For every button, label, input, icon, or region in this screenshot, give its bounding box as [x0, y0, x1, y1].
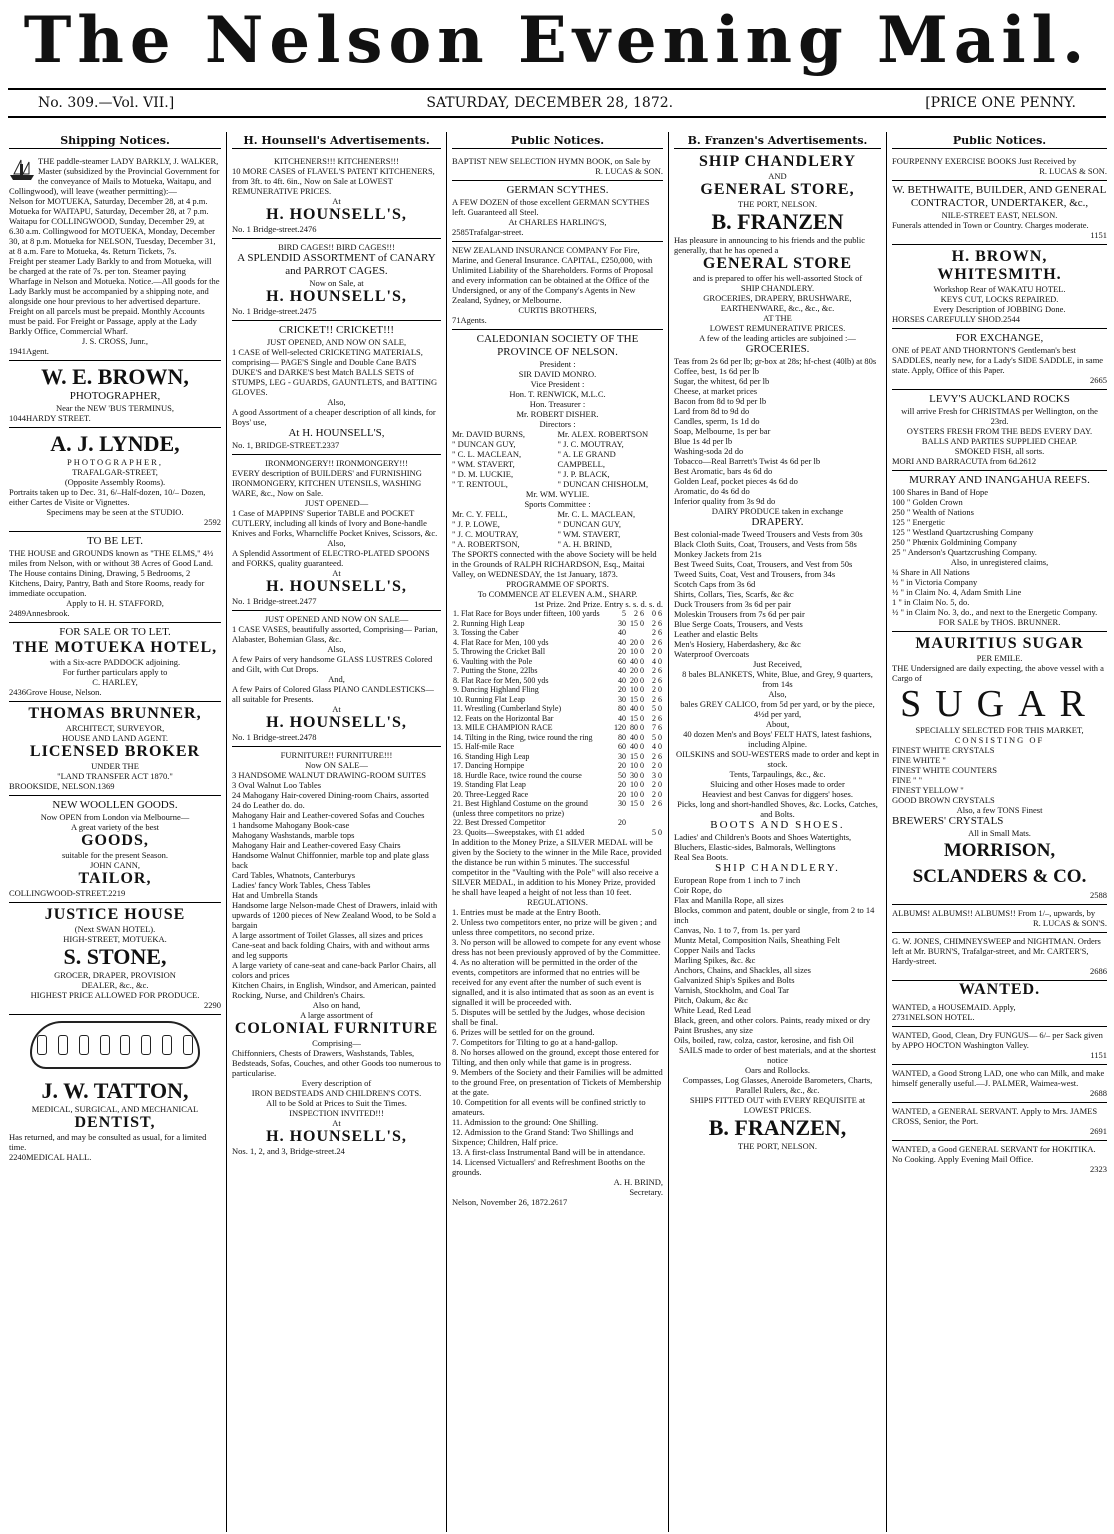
list-item: Golden Leaf, pocket pieces 4s 6d do [674, 476, 798, 486]
ad-to-let: TO BE LET. THE HOUSE and GROUNDS known as "THE ELMS," 4½ miles from Nelson, with or without 38 Acres of Good Land. The House contains Dining, Drawing, 5 Bedrooms, 2 Kitchens, Dairy, Pantry, Bath and Store Rooms, ready for immediate occupation. Apply to H. H. STAFFORD, 2489 Annesbrook. [9, 532, 221, 623]
prize-cell [627, 818, 645, 828]
prize-cell: 2 6 [652, 628, 662, 637]
prize-cell: 5 0 [652, 827, 662, 837]
prize-cell: 2 6 [652, 799, 662, 808]
list-item: Card Tables, Whatnots, Canterburys [232, 870, 356, 880]
director-name: Mr. DAVID BURNS, [452, 429, 526, 439]
ad-lynde: A. J. LYNDE, PHOTOGRAPHER, TRAFALGAR-STREET, (Opposite Assembly Rooms). Portraits taken up to Dec. 31, 6/–Half-dozen, 10/– Dozen, either Cartes de Visite or Vignettes. Specimens may be seen at the STUDIO. 2592 [9, 428, 221, 532]
column-rule [446, 132, 447, 1532]
prize-cell: 40 0 [630, 704, 644, 713]
list-item: Oils, boiled, raw, colza, castor, kerosine, and fish Oil [674, 1035, 854, 1045]
ad-h-brown: H. BROWN, WHITESMITH. Workshop Rear of WAKATU HOTEL. KEYS CUT, LOCKS REPAIRED. Every Description of JOBBING Done. HORSES CAREFULLY SHOD. 2544 [892, 245, 1107, 329]
list-item: 125 " Energetic [892, 517, 945, 527]
list-item: 100 Shares in Band of Hope [892, 487, 989, 497]
ad-woollen-goods: NEW WOOLLEN GOODS. Now OPEN from London via Melbourne— A great variety of the best GOODS, suitable for the present Season. JOHN CANN, TAILOR, COLLINGWOOD-STREET. 2219 [9, 796, 221, 903]
claims-list [892, 567, 1107, 617]
ad-ironmongery: IRONMONGERY!! IRONMONGERY!!! EVERY description of BUILDERS' and FURNISHING IRONMONGERY, KITCHEN UTENSILS, WASHING WARE, &c., Now on Sale. JUST OPENED— 1 Case of MAPPINS' Superior TABLE and POCKET CUTLERY, including all kinds of Ivory and Bone-handle Knives and Forks, Wharncliffe Pocket Knives, Scissors, &c. Also, A Splendid Assortment of ELECTRO-PLATED SPOONS and FORKS, quality guaranteed. At H. HOUNSELL'S, No. 1 Bridge-street. 2477 [232, 455, 441, 611]
event-name: 14. Tilting in the Ring, twice round the ring [453, 732, 593, 742]
list-item: Handsome large Nelson-made Chest of Drawers, inlaid with upwards of 1200 pieces of New Zealand Wood, to be Sold a bargain [232, 900, 438, 930]
prize-cell [627, 828, 645, 838]
ad-bethwaite: W. BETHWAITE, BUILDER, AND GENERAL CONTRACTOR, UNDERTAKER, &c., NILE-STREET EAST, NELSON. Funerals attended in Town or Country. Charges moderate. 1151 [892, 181, 1107, 245]
prize-cell: 20 0 [630, 666, 644, 675]
list-item: Monkey Jackets from 21s [674, 549, 762, 559]
regulation-item: 4. As no alteration will be permitted in the order of the events, competitors are informed that no entries will be received for any event after the number of such event is signalled, and it is also intimated that as soon as an event is signalled it will be proceeded with. [452, 957, 654, 1007]
ad-tatton: J. W. TATTON, MEDICAL, SURGICAL, AND MECHANICAL DENTIST, Has returned, and may be consulted as usual, for a limited time. 2240 MEDICAL HALL. [9, 1078, 207, 1162]
event-name: 18. Hurdle Race, twice round the course [453, 770, 582, 780]
prize-cell: 20 [618, 647, 626, 656]
list-item: Mahogany Washstands, marble tops [232, 830, 355, 840]
sugar-item: FINEST WHITE CRYSTALS [892, 745, 995, 755]
table-row [452, 733, 663, 743]
event-name: 9. Dancing Highland Fling [453, 685, 539, 694]
column-shipping [6, 136, 224, 1530]
prize-cell: 30 [618, 799, 626, 808]
prize-cell: 15 0 [630, 713, 644, 723]
list-item: 24 do Leather do. do. [232, 800, 305, 810]
list-item: Waterproof Overcoats [674, 649, 750, 659]
table-row [452, 704, 663, 714]
list-item: Teas from 2s 6d per lb; gr-box at 28s; hf-chest (40lb) at 80s [674, 356, 877, 366]
list-item: Inferior quality from 3s 9d do [674, 496, 776, 506]
list-item: 100 " Golden Crown [892, 497, 963, 507]
table-row [452, 723, 663, 733]
list-item: Marling Spikes, &c. &c [674, 955, 756, 965]
list-item: Mahogany Hair and Leather-covered Sofas and Couches [232, 810, 425, 820]
prize-cell: 2 6 [652, 675, 662, 685]
prize-cell: 60 [618, 742, 626, 751]
column-public-notices [449, 136, 666, 1530]
issue-price: [PRICE ONE PENNY. [925, 95, 1076, 111]
sugar-item: FINE WHITE " [892, 755, 946, 765]
prize-cell: 10 0 [630, 780, 644, 789]
prize-cell [609, 828, 627, 838]
list-item: Black Cloth Suits, Coat, Trousers, and Vests from 58s [674, 539, 857, 549]
ship-chandlery-list [674, 875, 881, 1045]
director-name: " C. L. MACLEAN, [452, 449, 522, 459]
ad-german-scythes: GERMAN SCYTHES. A FEW DOZEN of those excellent GERMAN SCYTHES left. Guaranteed all Steel. At CHARLES HARLING'S, 2585 Trafalgar-street. [452, 181, 663, 242]
prize-cell: 15 0 [630, 799, 644, 808]
ad-levy-oysters: LEVY'S AUCKLAND ROCKS will arrive Fresh for CHRISTMAS per Wellington, on the 23rd. OYSTERS FRESH FROM THE BEDS EVERY DAY. BALLS AND PARTIES SUPPLIED CHEAP. SMOKED FISH, all sorts. MORI AND BARRACUTA from 6d. 2612 [892, 390, 1107, 471]
prize-cell: 20 [618, 685, 626, 694]
table-row [452, 771, 663, 781]
list-item: 3 Oval Walnut Loo Tables [232, 780, 322, 790]
prize-cell: 5 0 [652, 732, 662, 742]
event-name: 6. Vaulting with the Pole [453, 656, 533, 666]
list-item: Scotch Caps from 3s 6d [674, 579, 756, 589]
shares-list [892, 487, 1107, 557]
ad-mauritius-sugar: MAURITIUS SUGAR PER EMILE. THE Undersigned are daily expecting, the above vessel with a Cargo of SUGAR SPECIALLY SELECTED FOR THIS MARKET, CONSISTING OF FINEST WHITE CRYSTALS FINE WHITE " FINEST WHITE COUNTERS FINE " " FINEST YELLOW " GOOD BROWN CRYSTALS Also, a few TONS Finest BREWERS' CRYSTALS All in Small Mats. MORRISON, SCLANDERS & CO. 2588 [892, 632, 1107, 905]
prize-cell: 30 [618, 618, 626, 628]
list-item: 250 " Wealth of Nations [892, 507, 974, 517]
column-rule [226, 132, 227, 1532]
list-item: ¼ Share in All Nations [892, 567, 970, 577]
committee-name: Mr. C. L. MACLEAN, [557, 509, 636, 519]
prize-cell: 2 6 [652, 751, 662, 761]
prize-cell: 2 0 [652, 647, 662, 656]
list-item: Ladies' fancy Work Tables, Chess Tables [232, 880, 371, 890]
list-item: Best colonial-made Tweed Trousers and Vests from 30s [674, 529, 863, 539]
event-name: 10. Running Flat Leap [453, 694, 525, 704]
list-item: Paint Brushes, any size [674, 1025, 753, 1035]
event-name: 1. Flat Race for Boys under fifteen, 100 yards [453, 609, 600, 618]
prize-cell: 60 [618, 656, 626, 666]
ad-vases: JUST OPENED AND NOW ON SALE— 1 CASE VASES, beautifully assorted, Comprising— Parian, Alabaster, Bohemian Glass, &c. Also, A few Pairs of very handsome GLASS LUSTRES Colored and Gilt, with Cut Drops. And, A few Pairs of Colored Glass PIANO CANDLESTICKS—all suitable for Presents. At H. HOUNSELL'S, No. 1 Bridge-street. 2478 [232, 611, 441, 747]
table-row [452, 685, 663, 695]
ad-kitcheners: KITCHENERS!!! KITCHENERS!!! 10 MORE CASES of FLAVEL'S PATENT KITCHENERS, from 3ft. to 4ft. 6in., Now on Sale at LOWEST REMUNERATIVE PRICES. At H. HOUNSELL'S, No. 1 Bridge-street. 2476 [232, 153, 441, 239]
prize-cell: 20 [618, 780, 626, 789]
prize-cell: 2 0 [652, 685, 662, 694]
drapery-list [674, 529, 881, 659]
prize-cell: 4 0 [652, 656, 662, 666]
prize-cell: 50 [618, 770, 626, 780]
column-header: Shipping Notices. [9, 136, 221, 149]
list-item: 1 " in Claim No. 5, do. [892, 597, 970, 607]
issue-date: SATURDAY, DECEMBER 28, 1872. [426, 95, 674, 111]
list-item: Best Aromatic, bars 4s 6d do [674, 466, 773, 476]
ad-cricket: CRICKET!! CRICKET!!! JUST OPENED, AND NOW ON SALE, 1 CASE of Well-selected CRICKETING MATERIALS, comprising— PAGE'S Single and Double Cane BATS DUKE'S and DARKE'S best Match BALLS SETS of STUMPS, LEG - GUARDS, GAUNTLETS, and BATTING GLOVES. Also, A good Assortment of a cheaper description of all kinds, for Boys' use, At H. HOUNSELL'S, No. 1, BRIDGE-STREET. 2337 [232, 321, 441, 455]
regulation-item: 8. No horses allowed on the ground, except those entered for Tilting, and then only while that game is in progress. [452, 1047, 659, 1067]
table-row [452, 780, 663, 790]
list-item: Blue Serge Coats, Trousers, and Vests [674, 619, 803, 629]
committee-name: " J. C. MOUTRAY, [452, 529, 519, 539]
prize-cell: 40 0 [630, 742, 644, 751]
prize-cell: 2 6 [634, 609, 644, 618]
event-name: 19. Standing Flat Leap [453, 780, 526, 789]
event-name: 12. Feats on the Horizontal Bar [453, 713, 554, 723]
committee-name: " WM. STAVERT, [557, 529, 621, 539]
list-item: 125 " Westland Quartzcrushing Company [892, 527, 1034, 537]
event-name: 15. Half-mile Race [453, 742, 515, 751]
list-item: Soap, Melbourne, 1s per bar [674, 426, 771, 436]
regulation-item: 12. Admission to the Grand Stand: Two Shillings and Sixpence; Children, Half price. [452, 1127, 634, 1147]
list-item: Leather and elastic Belts [674, 629, 758, 639]
prize-cell: 0 6 [652, 609, 662, 618]
ad-albums: ALBUMS! ALBUMS!! ALBUMS!! From 1/–, upwards, by R. LUCAS & SON'S. [892, 905, 1107, 933]
director-name: " A. LE GRAND CAMPBELL, [557, 449, 616, 469]
ad-exchange: FOR EXCHANGE, ONE of PEAT AND THORNTON'S Gentleman's best SADDLES, nearly new, for a Lady's SIDE SADDLE, in same state. Apply, Office of this Paper. 2665 [892, 329, 1107, 390]
list-item: Muntz Metal, Composition Nails, Sheathing Felt [674, 935, 840, 945]
event-name: 13. MILE CHAMPION RACE [453, 723, 553, 732]
table-row [452, 647, 663, 657]
ad-nz-insurance: NEW ZEALAND INSURANCE COMPANY For Fire, Marine, and General Insurance. CAPITAL, £250,000, with Unlimited Liability of the Shareholders. Forms of Proposal and every information can be obtained at the Office of the Undersigned, or any of the Company's Agents in New Zealand, Sydney, or Melbourne. CURTIS BROTHERS, 71 Agents. [452, 242, 663, 330]
prize-cell: 40 0 [630, 656, 644, 666]
list-item: Cane-seat and back folding Chairs, with and without arms and leg supports [232, 940, 430, 960]
ad-lady-barkly: THE paddle-steamer LADY BARKLY, J. WALKER, Master (subsidized by the Provincial Government for the conveyance of Mails to Motueka, Waitapu, and Collingwood), will leave (weather permitting):— Nelson for MOTUEKA, Saturday, December 28, at 4 p.m. Motueka for WAITAPU, Saturday, December 28, at 7 p.m. Waitapu for COLLINGWOOD, Sunday, December 29, at 6.30 a.m. Collingwood for MOTUEKA, Monday, December 30, at 8 p.m. Motueka for NELSON, Tuesday, December 31, at 8 a.m. Fare to Motueka, 4s. Return Tickets, 7s. Freight per steamer Lady Barkly to and from Motueka, will be charged at the rate of 7s. per ton. Steamer paying Wharfage in Nelson and Motueka. Notice.—All goods for the Lady Barkly must be accompanied by a shipping note, and alongside one hour previous to her advertised departure. Freight on all parcels must be prepaid. Monthly Accounts must be paid. For Freight or Passage, apply at the Lady Barkly Office, Commercial Wharf. J. S. CROSS, Junr., 1941 Agent. [9, 153, 221, 361]
list-item: Men's Hosiery, Haberdashery, &c &c [674, 639, 801, 649]
regulation-item: 3. No person will be allowed to compete for any event whose dress has not been previously approved of by the Committee. [452, 937, 661, 957]
director-name: " WM. STAVERT, [452, 459, 515, 469]
list-item: Flax and Manilla Rope, all sizes [674, 895, 784, 905]
prize-cell: 10 0 [630, 789, 644, 799]
director-name: " J. P. BLACK, [557, 469, 610, 479]
prize-cell: 3 0 [652, 770, 662, 780]
furniture-list [232, 780, 441, 1000]
prize-cell: 40 [618, 637, 626, 647]
event-name: 17. Dancing Hornpipe [453, 761, 525, 770]
table-row [452, 619, 663, 629]
list-item: Lard from 8d to 9d do [674, 406, 750, 416]
prize-cell: 10 0 [630, 761, 644, 770]
list-item: Tobacco—Real Barrett's Twist 4s 6d per lb [674, 456, 821, 466]
regulation-item: 11. Admission to the ground: One Shilling. [452, 1117, 599, 1127]
event-name: 21. Best Highland Costume on the ground (unless three competitors no prize) [453, 799, 588, 818]
prize-cell: 80 [618, 732, 626, 742]
prize-cell: 15 0 [630, 751, 644, 761]
list-item: Coir Rope, do [674, 885, 722, 895]
event-name: 11. Wrestling (Cumberland Style) [453, 704, 562, 713]
steamship-icon [9, 156, 35, 182]
director-name: Mr. ALEX. ROBERTSON [557, 429, 649, 439]
prize-cell: 5 [622, 609, 626, 618]
prize-cell: 15 0 [630, 618, 644, 628]
table-row [452, 609, 663, 619]
list-item: Blocks, common and patent, double or single, from 2 to 14 inch [674, 905, 875, 925]
table-row [452, 761, 663, 771]
table-row [452, 628, 663, 638]
prize-cell: 40 [618, 713, 626, 723]
sugar-item: FINEST YELLOW " [892, 785, 964, 795]
prize-cell: 80 0 [630, 723, 644, 732]
prize-cell: 10 0 [630, 647, 644, 656]
prize-cell: 30 [618, 751, 626, 761]
column-header: Public Notices. [452, 136, 663, 149]
ad-wanted-servant: WANTED, a GENERAL SERVANT. Apply to Mrs. JAMES CROSS, Senior, the Port. 2691 [892, 1103, 1107, 1141]
prize-cell: 4 0 [652, 742, 662, 751]
wanted-header: WANTED. [958, 981, 1041, 998]
list-item: Aromatic, do 4s 6d do [674, 486, 750, 496]
prize-cell: 2 0 [652, 780, 662, 789]
regulation-item: 10. Competition for all events will be confined strictly to amateurs. [452, 1097, 646, 1117]
list-item: Coffee, best, 1s 6d per lb [674, 366, 760, 376]
prize-cell [627, 628, 645, 638]
prize-cell: 40 0 [630, 732, 644, 742]
director-name: " D. M. LUCKIE, [452, 469, 514, 479]
ad-motueka-hotel: FOR SALE OR TO LET. THE MOTUEKA HOTEL, with a Six-acre PADDOCK adjoining. For further particulars apply to C. HARLEY, 2436 Grove House, Nelson. [9, 623, 221, 702]
director-name: " J. C. MOUTRAY, [557, 439, 624, 449]
event-name: 7. Putting the Stone, 22lbs [453, 666, 538, 675]
list-item: Copper Nails and Tacks [674, 945, 756, 955]
ad-brunner: THOMAS BRUNNER, ARCHITECT, SURVEYOR, HOUSE AND LAND AGENT. LICENSED BROKER UNDER THE "LAND TRANSFER ACT 1870." BROOKSIDE, NELSON. 1369 [9, 702, 221, 796]
list-item: 24 Mahogany Hair-covered Dining-room Chairs, assorted [232, 790, 429, 800]
list-item: Kitchen Chairs, in English, Windsor, and American, painted [232, 980, 436, 990]
list-item: 1 handsome Mahogany Book-case [232, 820, 350, 830]
table-row [452, 742, 663, 752]
list-item: Varnish, Stockholm, and Coal Tar [674, 985, 789, 995]
table-row [452, 695, 663, 705]
ad-caledonian-society: CALEDONIAN SOCIETY OF THE PROVINCE OF NELSON. President : SIR DAVID MONRO. Vice President : Hon. T. RENWICK, M.L.C. Hon. Treasurer : Mr. ROBERT DISHER. Directors : Mr. DAVID BURNS, " DUNCAN GUY, " C. L. MACLEAN, " WM. STAVERT, " D. M. LUCKIE, " T. RENTOUL, Mr. ALEX. ROBERTSON " J. C. MOUTRAY, " A. LE GRAND CAMPBELL, " J. P. BLACK, " DUNCAN CHISHOLM, Mr. WM. WYLIE. Sports Committee : Mr. C. Y. FELL, " J. P. LOWE, " J. C. MOUTRAY, " A. ROBERTSON, Mr. C. L. MACLEAN, " DUNCAN GUY, " WM. STAVERT, " A. H. BRIND, The SPORTS connected with the above Society will be held in the Grounds of RALPH RICHARDSON, Esq., Maitai Valley, on WEDNESDAY, the 1st January, 1873. PROGRAMME OF SPORTS. To COMMENCE AT ELEVEN A.M., SHARP. 1st Prize. 2nd Prize. Entry s. s. d. s. d. 1. Flat Race for Boys under fifteen, 100 yards 5 2 6 0 6 2. Running High Leap 30 15 0 2 6 3. Tossing the Caber 40 2 6 4. Flat Race for Men, 100 yds 40 20 0 2 6 5. Throwing the Cricket Ball 20 10 0 2 0 6. Vaulting with the Pole 60 40 0 4 0 7. Putting the Stone, 22lbs 40 20 0 2 6 8. Flat Race for Men, 500 yds 40 20 0 2 6 9. Dancing Highland Fling 20 10 0 2 0 10. Running Flat Leap 30 15 0 2 6 11. Wrestling (Cumberland Style) 80 40 0 5 0 12. Feats on the Horizontal Bar 40 15 0 2 6 13. MILE CHAMPION RACE 120 80 0 7 6 14. Tilting in the Ring, twice round the ring 80 40 0 5 0 15. Half-mile Race 60 40 0 4 0 16. Standing High Leap 30 15 0 2 6 17. Dancing Hornpipe 20 10 0 2 0 18. Hurdle Race, twice round the course 50 30 0 3 0 19. Standing Flat Leap 20 10 0 2 0 20. Three-Legged Race 20 10 0 2 0 21. Best Highland Costume on the ground (unless three competitors no prize) 30 15 0 2 6 22. Best Dressed Competitor 20 23. Quoits—Sweepstakes, with £1 added 5 0 In addition to the Money Prize, a SILVER MEDAL will be given by the Society to the winner in the Mile Race, provided the distance be run within 5 minutes. The successful competitor in the "Vaulting with the Pole" will also receive a SILVER MEDAL, in addition to his Money Prize, provided he shall have leaped a height of not less than 10 feet. REGULATIONS. 1. Entries must be made at the Entry Booth. 2. Unless two competitors enter, no prize will be given ; and unless three competitors, no second prize. 3. No person will be allowed to compete for any event whose dress has not been previously approved of by the Committee. 4. As no alteration will be permitted in the order of the events, competitors are informed that no entries will be received for any event after the number of such event is signalled, and it is also intimated that as soon as an event is signalled it will be proceeded with. 5. Disputes will be settled by the Judges, whose decision shall be final. 6. Prizes will be settled for on the ground. 7. Competitors for Tilting to go at a hand-gallop. 8. No horses allowed on the ground, except those entered for Tilting, and then only while that game is in progress. 9. Members of the Society and their Families will be admitted to the ground Free, on presentation of Tickets of Membership at the gate. 10. Competition for all events will be confined strictly to amateurs. 11. Admission to the ground: One Shilling. 12. Admission to the Grand Stand: Two Shillings and Sixpence; Children, Half price. 13. A first-class Instrumental Band will be in attendance. 14. Licensed Victuallers' and Refreshment Booths on the grounds. A. H. BRIND, Secretary. Nelson, November 26, 1872. 2617 [452, 333, 663, 1207]
list-item: Hat and Umbrella Stands [232, 890, 318, 900]
event-name: 22. Best Dressed Competitor [453, 818, 546, 827]
committee-name: " DUNCAN GUY, [557, 519, 622, 529]
prize-cell: 20 [618, 761, 626, 770]
regulation-item: 6. Prizes will be settled for on the ground. [452, 1027, 595, 1037]
event-name: 3. Tossing the Caber [453, 628, 519, 637]
prize-cell: 2 6 [652, 694, 662, 704]
issue-info-bar [8, 88, 1106, 118]
list-item: A large variety of cane-seat and cane-back Parlor Chairs, all colors and prices [232, 960, 437, 980]
ad-wanted-lad: WANTED, a Good Strong LAD, one who can Milk, and make himself generally useful.—J. PALMER, Waimea-west. 2688 [892, 1065, 1107, 1103]
event-name: 8. Flat Race for Men, 500 yds [453, 675, 549, 685]
prize-cell: 80 [618, 704, 626, 713]
list-item: Anchors, Chains, and Shackles, all sizes [674, 965, 811, 975]
committee-name: Mr. C. Y. FELL, [452, 509, 508, 519]
sugar-item: FINEST WHITE COUNTERS [892, 765, 997, 775]
ad-furniture: FURNITURE!! FURNITURE!!! Now ON SALE— 3 HANDSOME WALNUT DRAWING-ROOM SUITES 3 Oval Walnut Loo Tables 24 Mahogany Hair-covered Dining-room Chairs, assorted 24 do Leather do. do. Mahogany Hair and Leather-covered Sofas and Couches 1 handsome Mahogany Book-case Mahogany Washstands, marble tops Mahogany Hair and Leather-covered Easy Chairs Handsome Walnut Chiffonnier, marble top and plate glass back Card Tables, Whatnots, Canterburys Ladies' fancy Work Tables, Chess Tables Hat and Umbrella Stands Handsome large Nelson-made Chest of Drawers, inlaid with upwards of 1200 pieces of New Zealand Wood, to be Sold a bargain A large assortment of Toilet Glasses, all sizes and prices Cane-seat and back folding Chairs, with and without arms and leg supports A large variety of cane-seat and cane-back Parlor Chairs, all colors and prices Kitchen Chairs, in English, Windsor, and American, painted Rocking, Nurse, and Children's Chairs. Also on hand, A large assortment of COLONIAL FURNITURE Comprising— Chiffonniers, Chests of Drawers, Washstands, Tables, Bedsteads, Sofas, Couches, and other Goods too numerous to particularise. Every description of IRON BEDSTEADS AND CHILDREN'S COTS. All to be Sold at Prices to Suit the Times. INSPECTION INVITED!!! At H. HOUNSELL'S, Nos. 1, 2, and 3, Bridge-street. 24 [232, 750, 441, 1156]
director-name: " DUNCAN CHISHOLM, [557, 479, 649, 489]
director-name: " DUNCAN GUY, [452, 439, 516, 449]
column-header: B. Franzen's Advertisements. [674, 136, 881, 149]
list-item: Duck Trousers from 3s 6d per pair [674, 599, 792, 609]
list-item: Canvas, No. 1 to 7, from 1s. per yard [674, 925, 801, 935]
prize-cell: 20 0 [630, 637, 644, 647]
column-franzen: B. Franzen's Advertisements. SHIP CHANDLERY AND GENERAL STORE, THE PORT, NELSON. B. FRANZEN Has pleasure in announcing to his friends and the public generally, that he has opened a GENERAL STORE and is prepared to offer his well-assorted Stock of SHIP CHANDLERY. GROCERIES, DRAPERY, BRUSHWARE, EARTHENWARE, &c., &c., &c. AT THE LOWEST REMUNERATIVE PRICES. A few of the leading articles are subjoined :— GROCERIES. Teas from 2s 6d per lb; gr-box at 28s; hf-chest (40lb) at 80s Coffee, best, 1s 6d per lb Sugar, the whitest, 6d per lb Cheese, at market prices Bacon from 8d to 9d per lb Lard from 8d to 9d do Candles, sperm, 1s 1d do Soap, Melbourne, 1s per bar Blue 1s 4d per lb Washing-soda 2d do Tobacco—Real Barrett's Twist 4s 6d per lb Best Aromatic, bars 4s 6d do Golden Leaf, pocket pieces 4s 6d do Aromatic, do 4s 6d do Inferior quality from 3s 9d do DAIRY PRODUCE taken in exchange DRAPERY. Best colonial-made Tweed Trousers and Vests from 30s Black Cloth Suits, Coat, Trousers, and Vests from 58s Monkey Jackets from 21s Best Tweed Suits, Coat, Trousers, and Vest from 50s Tweed Suits, Coat, Vest and Trousers, from 34s Scotch Caps from 3s 6d Shirts, Collars, Ties, Scarfs, &c &c Duck Trousers from 3s 6d per pair Moleskin Trousers from 7s 6d per pair Blue Serge Coats, Trousers, and Vests Leather and elastic Belts Men's Hosiery, Haberdashery, &c &c Waterproof Overcoats Just Received, 8 bales BLANKETS, White, Blue, and Grey, 9 quarters, from 14s Also, bales GREY CALICO, from 5d per yard, or by the piece, 4½d per yard, About, 40 dozen Men's and Boys' FELT HATS, latest fashions, including Alpine. OILSKINS and SOU-WESTERS made to order and kept in stock. Tents, Tarpaulings, &c., &c. Sluicing and other Hoses made to order Heaviest and best Canvas for diggers' hoses. Picks, long and short-handled Shoves, &c. Locks, Catches, and Bolts. BOOTS AND SHOES. Ladies' and Children's Boots and Shoes Watertights, Bluchers, Elastic-sides, Balmorals, Wellingtons Real Sea Boots. SHIP CHANDLERY. European Rope from 1 inch to 7 inch Coir Rope, do Flax and Manilla Rope, all sizes Blocks, common and patent, double or single, from 2 to 14 inch Canvas, No. 1 to 7, from 1s. per yard Muntz Metal, Composition Nails, Sheathing Felt Copper Nails and Tacks Marling Spikes, &c. &c Anchors, Chains, and Shackles, all sizes Galvanized Ship's Spikes and Bolts Varnish, Stockholm, and Coal Tar Pitch, Oakum, &c &c White Lead, Red Lead Black, green, and other colors. Paints, ready mixed or dry Paint Brushes, any size Oils, boiled, raw, colza, castor, kerosine, and fish Oil SAILS made to order of best materials, and at the shortest notice Oars and Rollocks. Compasses, Log Glasses, Aneroide Barometers, Charts, Parallel Rulers, &c., &c. SHIPS FITTED OUT with EVERY REQUISITE at LOWEST PRICES. B. FRANZEN, THE PORT, NELSON. [674, 136, 880, 1151]
regulation-item: 13. A first-class Instrumental Band will be in attendance. [452, 1147, 646, 1157]
table-row [452, 790, 663, 800]
prize-cell: 40 [618, 628, 626, 637]
prize-cell: 20 [618, 818, 626, 827]
committee-name: " J. P. LOWE, [452, 519, 500, 529]
ad-wanted-servant-hokitika: WANTED, a Good GENERAL SERVANT for HOKITIKA. No Cooking. Apply Evening Mail Office. 2323 [892, 1144, 1107, 1174]
event-name: 4. Flat Race for Men, 100 yds [453, 637, 549, 647]
prize-cell [645, 818, 663, 828]
prize-cell: 2 6 [652, 666, 662, 675]
event-name: 16. Standing High Leap [453, 751, 530, 761]
committee-name: " A. ROBERTSON, [452, 539, 520, 549]
groceries-list [674, 356, 881, 506]
regulation-item: 1. Entries must be made at the Entry Booth. [452, 907, 601, 917]
table-row [452, 818, 663, 828]
prize-cell: 30 0 [630, 770, 644, 780]
prize-cell: 2 0 [652, 789, 662, 799]
ad-web-brown: W. E. BROWN, PHOTOGRAPHER, Near the NEW 'BUS TERMINUS, 1044 HARDY STREET. [9, 361, 221, 428]
list-item: Tweed Suits, Coat, Vest and Trousers, from 34s [674, 569, 836, 579]
list-item: ½ " in Claim No. 4, Adam Smith Line [892, 587, 1022, 597]
list-item: Cheese, at market prices [674, 386, 758, 396]
event-name: 20. Three-Legged Race [453, 789, 529, 799]
column-rule [668, 132, 669, 1532]
ad-wanted-fungus: WANTED, Good, Clean, Dry FUNGUS— 6/– per Sack given by APPO HOCTON Washington Valley. 1151 [892, 1027, 1107, 1065]
sports-programme-table [452, 609, 663, 837]
prize-cell: 15 0 [630, 694, 644, 704]
prize-cell: 40 [618, 675, 626, 685]
table-row [452, 752, 663, 762]
event-name: 2. Running High Leap [453, 618, 525, 628]
table-row [452, 828, 663, 838]
regulation-item: 7. Competitors for Tilting to go at a hand-gallop. [452, 1037, 618, 1047]
masthead [0, 0, 1114, 82]
prize-cell: 10 0 [630, 685, 644, 694]
list-item: 25 " Anderson's Quartzcrushing Company. [892, 547, 1037, 557]
list-item: Mahogany Hair and Leather-covered Easy Chairs [232, 840, 401, 850]
list-item: Bacon from 8d to 9d per lb [674, 396, 767, 406]
prize-cell: 20 [618, 789, 626, 799]
list-item: Moleskin Trousers from 7s 6d per pair [674, 609, 805, 619]
list-item: Galvanized Ship's Spikes and Bolts [674, 975, 795, 985]
column-public-notices-2 [889, 136, 1110, 1530]
table-row [452, 799, 663, 818]
prize-cell: 2 0 [652, 761, 662, 770]
ad-wanted-housemaid: WANTED, a HOUSEMAID. Apply, 2731 NELSON HOTEL. [892, 999, 1107, 1027]
ad-hymn-book: BAPTIST NEW SELECTION HYMN BOOK, on Sale by R. LUCAS & SON. [452, 153, 663, 181]
regulation-item: 5. Disputes will be settled by the Judges, whose decision shall be final. [452, 1007, 645, 1027]
newspaper-title: The Nelson Evening Mail. [23, 3, 1091, 78]
regulation-item: 2. Unless two competitors enter, no prize will be given ; and unless three competitors, no second prize. [452, 917, 657, 937]
column-header: H. Hounsell's Advertisements. [232, 136, 441, 149]
prize-cell: 2 6 [652, 637, 662, 647]
list-item: A large assortment of Toilet Glasses, all sizes and prices [232, 930, 423, 940]
prize-cell: 20 0 [630, 675, 644, 685]
list-item: Handsome Walnut Chiffonnier, marble top and plate glass back [232, 850, 429, 870]
committee-name: " A. H. BRIND, [557, 539, 612, 549]
sugar-item: GOOD BROWN CRYSTALS [892, 795, 995, 805]
list-item: European Rope from 1 inch to 7 inch [674, 875, 801, 885]
column-header: Public Notices. [892, 136, 1107, 149]
column-hounsell [229, 136, 444, 1530]
prize-cell: 2 6 [652, 618, 662, 628]
dentures-icon [30, 1021, 200, 1069]
list-item: Candles, sperm, 1s 1d do [674, 416, 760, 426]
event-name: 23. Quoits—Sweepstakes, with £1 added [453, 827, 585, 837]
issue-number: No. 309.—Vol. VII.] [38, 95, 175, 111]
list-item: Rocking, Nurse, and Children's Chairs. [232, 990, 366, 1000]
regulation-item: 9. Members of the Society and their Families will be admitted to the ground Free, on presentation of Tickets of Membership at the gate. [452, 1067, 663, 1097]
table-row [452, 714, 663, 724]
list-item: Blue 1s 4d per lb [674, 436, 733, 446]
list-item: Pitch, Oakum, &c &c [674, 995, 748, 1005]
list-item: White Lead, Red Lead [674, 1005, 751, 1015]
table-row [452, 657, 663, 667]
table-row [452, 666, 663, 676]
ad-jones-sweep: G. W. JONES, CHIMNEYSWEEP and NIGHTMAN. Orders left at Mr. BURN'S, Trafalgar-street, and Mr. CARTER'S, Hardy-street. 2686 [892, 933, 1107, 981]
list-item: Black, green, and other colors. Paints, ready mixed or dry [674, 1015, 871, 1025]
prize-cell: 120 [614, 723, 626, 732]
list-item: ½ " in Victoria Company [892, 577, 978, 587]
sugar-list [892, 745, 1107, 805]
list-item: Washing-soda 2d do [674, 446, 744, 456]
table-row [452, 676, 663, 686]
ad-bird-cages: BIRD CAGES!! BIRD CAGES!!! A SPLENDID ASSORTMENT of CANARY and PARROT CAGES. Now on Sale, at H. HOUNSELL'S, No. 1 Bridge-street. 2475 [232, 239, 441, 321]
list-item: 250 " Phœnix Goldmining Company [892, 537, 1017, 547]
prize-cell: 7 6 [652, 723, 662, 732]
director-name: " T. RENTOUL, [452, 479, 508, 489]
ad-murray-reefs: MURRAY AND INANGAHUA REEFS. 100 Shares in Band of Hope 100 " Golden Crown 250 " Wealth of Nations 125 " Energetic 125 " Westland Quartzcrushing Company 250 " Phœnix Goldmining Company 25 " Anderson's Quartzcrushing Company. Also, in unregistered claims, ¼ Share in All Nations ½ " in Victoria Company ½ " in Claim No. 4, Adam Smith Line 1 " in Claim No. 5, do. ½ " in Claim No. 3, do., and next to the Energetic Company. FOR SALE by THOS. BRUNNER. [892, 471, 1107, 632]
sugar-item: FINE " " [892, 775, 923, 785]
list-item: ½ " in Claim No. 3, do., and next to the Energetic Company. [892, 607, 1098, 617]
regulation-item: 14. Licensed Victuallers' and Refreshment Booths on the grounds. [452, 1157, 646, 1177]
list-item: Shirts, Collars, Ties, Scarfs, &c &c [674, 589, 794, 599]
prize-cell: 5 0 [652, 704, 662, 713]
list-item: Best Tweed Suits, Coat, Trousers, and Vest from 50s [674, 559, 853, 569]
prize-cell: 30 [618, 694, 626, 704]
event-name: 5. Throwing the Cricket Ball [453, 647, 546, 656]
regulations-list [452, 907, 663, 1177]
prize-cell: 40 [618, 666, 626, 675]
ad-exercise-books: FOURPENNY EXERCISE BOOKS Just Received by R. LUCAS & SON. [892, 153, 1107, 181]
prize-cell: 2 6 [652, 713, 662, 723]
column-rule [886, 132, 887, 1532]
ad-justice-house: JUSTICE HOUSE (Next SWAN HOTEL). HIGH-STREET, MOTUEKA. S. STONE, GROCER, DRAPER, PROVISION DEALER, &c., &c. HIGHEST PRICE ALLOWED FOR PRODUCE. 2290 [9, 903, 221, 1015]
list-item: Sugar, the whitest, 6d per lb [674, 376, 770, 386]
table-row [452, 638, 663, 648]
